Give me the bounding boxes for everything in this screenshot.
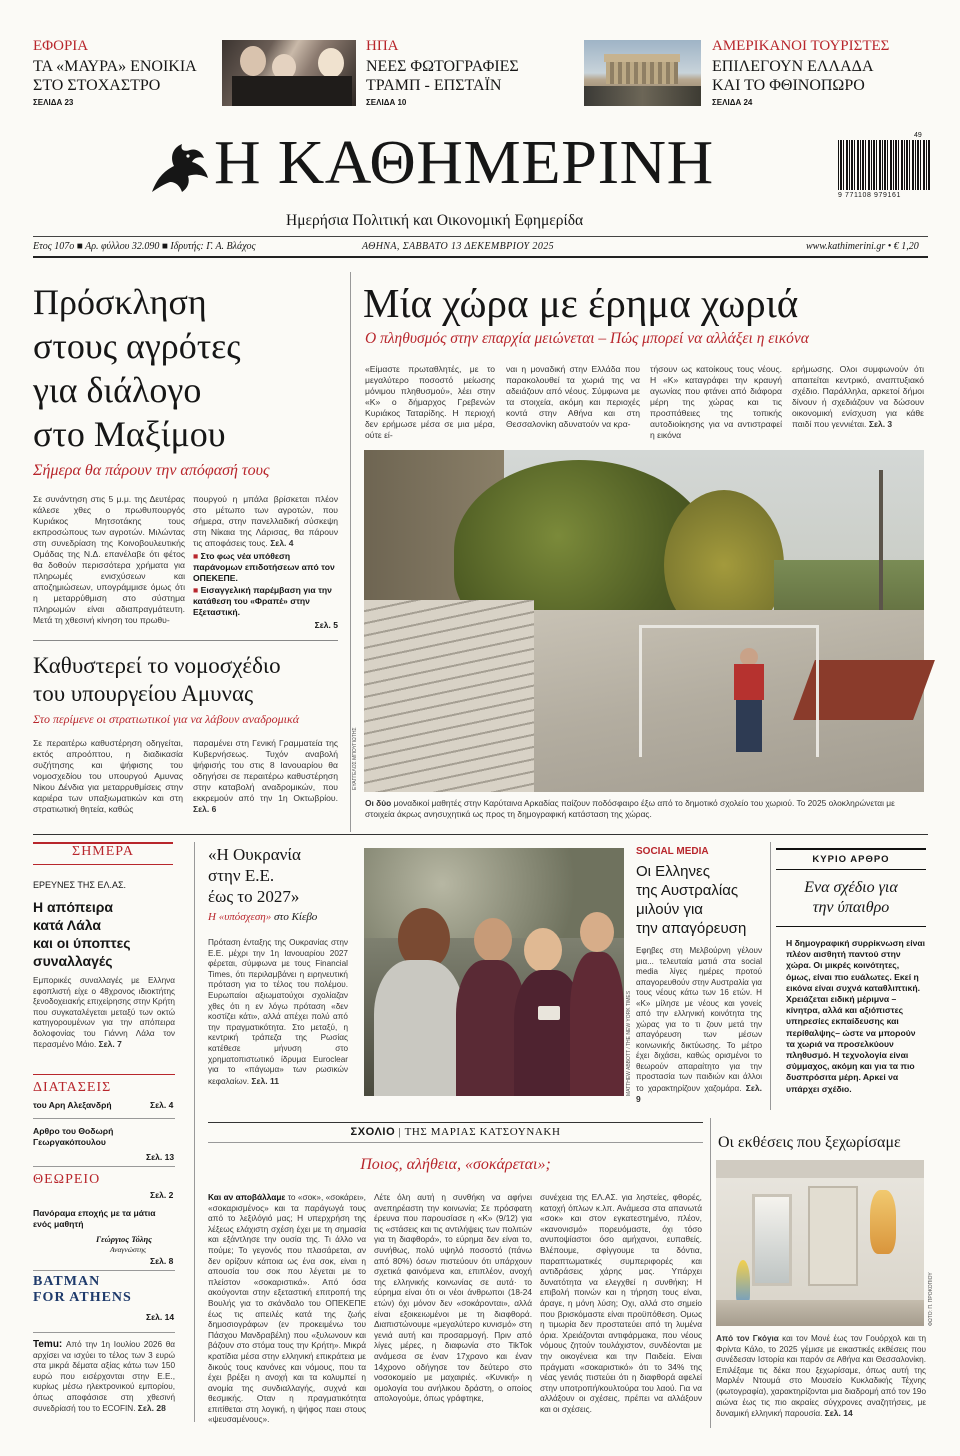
comment-lead: Και αν αποβάλλαμε <box>208 1192 286 1202</box>
teaser-tourists[interactable] <box>712 38 932 107</box>
social-ref[interactable]: Σελ. 9 <box>636 1082 762 1104</box>
batman-title: FOR ATHENS <box>33 1290 132 1305</box>
defense-subhead: Στο περίμενε οι στρατιωτικοί για να λάβουν αναδρομικά <box>33 712 300 726</box>
teaser-headline: ΚΑΙ ΤΟ ΦΘΙΝΟΠΩΡΟ <box>712 77 865 94</box>
villages-col-2: ναι η μοναδική στην Ελλάδα που παρακολουθεί τα χωριά της να αδειάζουν από νέους. Σύμφωνα με τα στοιχεία, ακόμη και περιοχές κοντά στην Αθήνα και στη Θεσσαλονίκη αδυνατούν να κρα- <box>506 364 640 429</box>
today-body: Εμπορικές συναλλαγές με Ελληνα εφοπλιστή είχε ο 48χρονος ιδιοκτήτης ξενοδοχειακής επιχείρησης στην Κρήτη που συγκαταλέγεται μεταξύ των οκτώ κατηγορουμένων για την απόπειρα δολοφονίας του Γιάννη Λάλα τον περασμένο Μάιο. <box>33 976 175 1049</box>
comment-col-2: Λέτε όλη αυτή η συνθήκη να αφήνει ανεπηρέαστη την κοινωνία; Σε πρόσφατη έρευνα που παρουσίασε η «Κ» (9/12) για τις «στάσεις και τις αντιλήψεις των πολιτών για τη διαφθορά», το εύρημα δεν είναι το, συνήθως, πολύ υψηλό ποσοστό (πάνω από 80%) όσων πιστεύουν ότι υπάρχουν σχετικά φαινόμενα και, επιπλέον, ανοχή της ελληνικής κοινωνίας σε αυτά· το εύρημα είναι ότι οι νέοι άνθρωποι (18-24 ετών) όχι μόνον δεν «σοκάρονται», αλλά είναι εξοικειωμένοι με τη διαφθορά. Διαπιστώνουμε «μεγαλύτερο κυνισμό» στη γενιά αυτή και προσαρμογή. Πριν από λίγες μέρες, η διαφωνία στο TikTok ανάμεσα σε έναν 17χρονο και έναν 14χρονο οδήγησε τον δεύτερο στο νοσοκομείο με μαχαιριές. «Κυνική» η ομολογία του ανήλικου δράστη, ο οποίος απολογούμε, όπως γράφτηκε, <box>374 1192 532 1404</box>
today-article[interactable] <box>33 898 173 970</box>
exhibitions-ref[interactable]: Σελ. 14 <box>824 1408 853 1419</box>
teaser-category: ΑΜΕΡΙΚΑΝΟΙ ΤΟΥΡΙΣΤΕΣ <box>712 38 890 54</box>
teaser-page: ΣΕΛΙΔΑ 24 <box>712 98 753 107</box>
social-article[interactable] <box>636 862 762 938</box>
villages-caption <box>365 798 925 820</box>
editorial-headline: Ενα σχέδιο για <box>804 879 898 896</box>
ukraine-headline: έως το 2027» <box>208 887 300 906</box>
ukraine-body: Πρόταση ένταξης της Ουκρανίας στην Ε.Ε. μέχρι την 1η Ιανουαρίου 2027 φέρεται, σύμφωνα με τους Financial Times, ότι περιλαμβάνει η ειρηνευτική πρόταση για το τέλος του πολέμου. Ευρωπαίοι αξιωματούχοι σχολίαζαν χθες ότι η εν λόγω πρόταση «δεν κοστίζει κάτι», αλλά απέχει πολύ από την πραγματικότητα. Στο μεταξύ, η κεντρική τράπεζα της Ρωσίας κατέθεσε μήνυση στο χρηματοπιστωτικό ίδρυμα Euroclear για το «πάγωμα» των ρωσικών κεφαλαίων. <box>208 938 348 1086</box>
comment-header: ΣΧΟΛΙΟ | ΤΗΣ ΜΑΡΙΑΣ ΚΑΤΣΟΥΝΑΚΗ <box>350 1126 561 1138</box>
villages-caption-lead: Οι δύο <box>365 798 392 808</box>
exhibition-photo[interactable] <box>716 1160 924 1326</box>
farmers-body-left: Σε συνάντηση στις 5 μ.μ. της Δευτέρας κάλεσε χθες ο πρωθυπουργός Κυριάκος Μητσοτάκης τους εκπροσώπους των αγροτών. Μιλώντας στη συνεδρίαση της Κοινοβουλευτικής Ομάδας της Ν.Δ. επανέλαβε ότι φέτος θα δοθούν περισσότερα χρήματα για πληρωμές ενισχύσεων και αποζημιώσεων, υπογράμμισε όμως ότι η μεταρρύθμιση στο σύστημα πληρωμών είναι αδιαπραγμάτευτη. Μετά τη χθεσινή κίνηση του πρωθυ- <box>33 494 185 625</box>
teaser-category: ΕΦΟΡΙΑ <box>33 38 89 54</box>
defense-headline: του υπουργείου Αμυνας <box>33 681 254 706</box>
temu-body: Από την 1η Ιουλίου 2026 θα αρχίσει να ισχύει το τέλος των 3 ευρώ στα μικρά δέματα αξίας κάτω των 150 ευρώ που εισέρχονται στην Ε.Ε., κυρίως μέσω ηλεκτρονικού εμπορίου, όπως αποφάσισε στη χθεσινή συνεδρίασή του το ECOFIN. <box>33 1340 176 1413</box>
teaser-photo-acropolis[interactable] <box>584 40 701 106</box>
section-diataseis[interactable]: ΔΙΑΤΑΣΕΙΣ <box>33 1080 112 1095</box>
villages-col-4: ερήμωσης. Ολοι συμφωνούν ότι απαιτείται κεντρικό, αναπτυξιακό σχέδιο. Παράλληλα, αρκετοί δήμοι δίνουν ή σχεδιάζουν να δώσουν οικονομική ενίσχυση για κάθε παιδί που γεννιέται. <box>792 364 924 429</box>
teaser-tax[interactable] <box>33 38 213 107</box>
social-body: Εφηβες στη Μελβούρνη γέλουν μια... τελευταία ματιά στα social media λίγες ημέρες προτού απαγορευθούν στην Αυστραλία για τους νέους κάτω των 16 ετών. Η «Κ» μίλησε με νέους και γονείς από την ελληνική κοινότητα της χώρας για το τι ζουν μετά την απαγόρευση των μέσων κοινωνικής δικτύωσης. Το μέτρο έχει διχάσει, καθώς ορισμένοι το θεωρούν απαραίτητο για την προστασία των παιδιών και άλλοι το χαρακτηρίζουν χαζομάρα. <box>636 946 762 1093</box>
today-headline: συναλλαγές <box>33 953 113 969</box>
editorial-label: ΚΥΡΙΟ ΑΡΘΡΟ <box>776 850 926 870</box>
editorial-headline: την ύπαιθρο <box>812 899 890 916</box>
masthead-subtitle: Ημερήσια Πολιτική και Οικονομική Εφημερίδα <box>286 212 584 229</box>
griffin-logo-icon <box>144 136 212 200</box>
farmers-article[interactable] <box>33 280 338 456</box>
farmers-subhead: Σήμερα θα πάρουν την απόφασή τους <box>33 462 270 479</box>
comment-col-1: το «σοκ», «σοκάρει», «σοκαρισμένος» και τα παράγωγά τους από το λεξιλόγιό μας; Η υπερχρήση της λέξεως ελάχιστη σχέση έχει με τη σημασία και εξάντλησε την ουσία της. Τι άλλο να πούμε; Το γεγονός που πλασάρεται, αν δεν ορίζουν κάποια ως ένα σοκ, είναι η απουσία του σοκ που λέγεται με το πλείστον «σοκαριστικά». Από όσα ακούγονται στην εξεταστική επιτροπή της Βουλής για το σκάνδαλο του ΟΠΕΚΕΠΕ έως τις απειλές κατά της ζωής δημοσιογράφων (εν προκειμένω του Πάσχου Μανδραβέλη) που «ξυλωνουν και βάζουν στο στόμα τους την Κρήτη». Μικρά κρατίδια μέσα στην ελληνική επικράτεια με δικούς τους κανόνες και νόμους, που τα έχει βρέξει η ανοχή και τα κολυμπεί η ανομία της συνδιαλλαγής, συχνά και θεσμικής. Οταν η πραγματικότητα επιτίθεται στη λογική, η ψήφος παει στους «ψευσαμένους». <box>208 1192 366 1425</box>
ukraine-subhead-place: στο Κίεβο <box>273 911 318 923</box>
teaser-headline: ΕΠΙΛΕΓΟΥΝ ΕΛΛΑΔΑ <box>712 58 874 75</box>
defense-article[interactable] <box>33 652 338 727</box>
editorial-body: Η δημογραφική συρρίκνωση είναι πλέον αισθητή παντού στην χώρα. Οι μικρές κοινότητες, όμως, είναι πιο ευάλωτες. Εκεί η εικόνα είναι συχνά καταθλιπτική. Χρειάζεται ειδική μέριμνα –κίνητρα, αλλά και αξιόπιστες υπηρεσίες εκπαίδευσης και περίθαλψης– ώστε να μπορούν τα χωριά να προσελκύουν πληθυσμό. Η τεχνολογία είναι σύμμαχος, ακόμη και για τα πιο δυσπρόσιτα μέρη. Αρκεί να υπάρχει σχέδιο. <box>786 938 926 1094</box>
farmers-bullet: Στο φως νέα υπόθεση παράνομων επιδοτήσεων από τον ΟΠΕΚΕΠΕ. <box>193 551 335 583</box>
villages-photo-credit: ΕΥΑΓΓΕΛΟΣ ΜΠΟΥΓΙΩΤΗΣ <box>352 727 358 790</box>
teaser-photo-trump[interactable] <box>222 40 356 106</box>
article-georgakopoulos[interactable]: Αρθρο του Θοδωρή Γεωργακόπουλου <box>33 1126 114 1147</box>
farmers-bullet: Εισαγγελική παρέμβαση για την κατάθεση του «Φραπέ» στην Εξεταστική. <box>193 585 332 617</box>
barcode-number: 9 771108 979161 <box>838 192 901 199</box>
teaser-usa[interactable] <box>366 38 546 107</box>
farmers-right-col: πουργού η μπάλα βρίσκεται πλέον στο μέτωπο των αγροτών, που σήμερα, στην πανελλαδική σύσκεψη στη Νίκαια της Λάρισας, θα πάρουν τις αποφάσεις τους. Σελ. 4 ■ Στο φως νέα υπόθεση παράνομων επιδοτήσεων από τον ΟΠΕΚΕΠΕ. ■ Εισαγγελική παρέμβαση για την κατάθεση του «Φραπέ» στην Εξεταστική. Σελ. 5 <box>193 494 338 630</box>
website-price: www.kathimerini.gr • € 1,20 <box>806 241 919 252</box>
exhibitions-caption: και τον Μονέ έως τον Γουόρχολ και τη Φρίντα Κάλο, το 2025 γέμισε με εικαστικές εκθέσεις που συνέδεσαν Ιστορία και παρόν σε Αθήνα και Θεσσαλονίκη. Επιλέξαμε τις δέκα που ξεχωρίσαμε, όπως αυτή της Μαρλέν Ντουμά στο Μουσείο Κυκλαδικής Τέχνης (φωτογραφία), χαρακτηρίζονται μια διαδρομή από τον 19ο αιώνα έως τις πιο ακραίες σύγχρονες αναζητήσεις, με δυναμική ελληνική παρουσία. <box>716 1334 926 1419</box>
teaser-category: ΗΠΑ <box>366 38 399 54</box>
farmers-headline: για διάλογο <box>33 370 202 410</box>
teaser-headline: ΤΡΑΜΠ - ΕΠΣΤΑΪΝ <box>366 77 502 94</box>
batman-title: BATMAN <box>33 1274 101 1289</box>
farmers-ref-4[interactable]: Σελ. 4 <box>270 538 294 548</box>
social-headline: της Αυστραλίας <box>636 882 739 899</box>
diataseis-ref[interactable]: Σελ. 4 <box>150 1100 174 1110</box>
teaser-headline: ΤΑ «ΜΑΥΡΑ» ΕΝΟΙΚΙΑ <box>33 58 197 75</box>
social-headline: Οι Ελληνες <box>636 863 710 880</box>
teaser-headline: ΝΕΕΣ ΦΩΤΟΓΡΑΦΙΕΣ <box>366 58 519 75</box>
barcode <box>838 140 930 190</box>
barcode-issue: 49 <box>914 132 922 139</box>
farmers-body-right: πουργού η μπάλα βρίσκεται πλέον στο μέτωπο των αγροτών, που σήμερα, στην πανελλαδική σύσκεψη στη Νίκαια της Λάρισας, θα πάρουν τις αποφάσεις τους. <box>193 494 338 548</box>
reader-role: Αναγνώστης <box>110 1245 147 1254</box>
panorama-title[interactable]: Πανόραμα εποχής με τα μάτια ενός μαθητή <box>33 1208 156 1229</box>
ukraine-headline: στην Ε.Ε. <box>208 866 275 885</box>
teens-photo[interactable] <box>364 848 624 1096</box>
social-headline: την απαγόρευση <box>636 920 747 937</box>
farmers-headline: Πρόσκληση <box>33 282 207 322</box>
ukraine-article[interactable] <box>208 844 348 923</box>
social-kicker: SOCIAL MEDIA <box>636 846 709 857</box>
exhibitions-caption-lead: Από τον Γκόγια <box>716 1334 779 1343</box>
teaser-page: ΣΕΛΙΔΑ 10 <box>366 98 407 107</box>
teaser-page: ΣΕΛΙΔΑ 23 <box>33 98 74 107</box>
issue-info: Ετος 107ο ■ Αρ. φύλλου 32.090 ■ Ιδρυτής: Γ. Α. Βλάχος <box>33 241 256 252</box>
teaser-headline: ΣΤΟ ΣΤΟΧΑΣΤΡΟ <box>33 77 161 94</box>
defense-headline: Καθυστερεί το νομοσχέδιο <box>33 653 281 678</box>
temu-ref[interactable]: Σελ. 28 <box>137 1403 166 1413</box>
theoreio-ref[interactable]: Σελ. 2 <box>150 1190 174 1200</box>
comment-col-3: συνέχεια της ΕΛ.ΑΣ. για ληστείες, φθορές, κατοχή όπλων κ.λπ. Ανάμεσα στα απανωτά «σοκ» και στον εγκατεστημένο, πλέον, «κανονισμό» πορευόμαστε, όχι τόσο ανυποψίαστοι όσο αμήχανοι, ευπαθείς. Βλέπουμε, σφίγγουμε τα δόντια, παραπτωματικές συμπεριφορές και αντιδράσεις χάρης μας. Υπάρχει δυνατότητα να ελεγχθεί η συνθήκη; Η επιβολή ποινών και η τήρηση τους είναι, άραγε, η μόνη λύση; Οχι, αλλά στο σημείο που βρισκόμαστε είναι προϋπόθεση. Ομως η τιμωρία δεν προστατεύει από τη λυμένα όρια. Χρειάζονται αντιφάρμακα, που νέους νόμους ζητούν τουλάχιστον, συνδέονται με την οικογένεια και την Παιδεία. Είναι πράγματι «σοκαριστικό» ότι το 34% της νέας γενιάς πιστεύει ότι η διαφθορά αφελεί στην υποτροπή/κουλτούρα του λαού. Για να αλλάξουν οι σχέσεις, πρέπει να αλλάξουν και οι σχέσεις. <box>540 1192 702 1414</box>
date-line: ΑΘΗΝΑ, ΣΑΒΒΑΤΟ 13 ΔΕΚΕΜΒΡΙΟΥ 2025 <box>362 241 555 252</box>
comment-label: ΣΧΟΛΙΟ <box>350 1126 396 1138</box>
diataseis-author: του Αρη Αλεξανδρή <box>33 1100 112 1110</box>
villages-col-3: τήσουν ως κατοίκους τους νέους. Η «Κ» καταγράφει την κραυγή αγωνίας που φτάνει από διάφορα μέρη της χώρας και τις προσπάθειες της τοπικής αυτοδιοίκησης για να αντιστραφεί η εικόνα <box>650 364 782 440</box>
social-headline: μιλούν για <box>636 901 703 918</box>
today-box <box>33 842 173 860</box>
today-ref[interactable]: Σελ. 7 <box>98 1039 122 1049</box>
ukraine-ref[interactable]: Σελ. 11 <box>251 1075 279 1086</box>
today-title: ΣΗΜΕΡΑ <box>72 844 134 859</box>
villages-col-1: «Είμαστε πρωταθλητές, με το μεγαλύτερο ποσοστό μείωσης μόνιμου πληθυσμού», λέει στην «Κ» ο δήμαρχος Γρεβενών Κυριάκος Ταταρίδης. Η περιοχή δεν ερήμωσε μέσα σε μια μέρα, ούτε εί- <box>365 364 495 440</box>
exhibitions-headline[interactable]: Οι εκθέσεις που ξεχωρίσαμε <box>718 1134 901 1151</box>
editorial-box[interactable] <box>776 848 926 927</box>
today-headline: κατά Λάλα <box>33 917 101 933</box>
today-headline: και οι ύποπτες <box>33 935 131 951</box>
teens-photo-credit: MATTHEW ABBOTT / THE NEW YORK TIMES <box>626 990 632 1096</box>
panorama-ref[interactable]: Σελ. 8 <box>150 1256 174 1266</box>
villages-headline[interactable]: Μία χώρα με έρημα χωριά <box>363 280 799 326</box>
comment-headline[interactable]: Ποιος, αλήθεια, «σοκάρεται»; <box>360 1156 551 1173</box>
ukraine-subhead: Η «υπόσχεση» <box>208 911 272 923</box>
temu-lead: Temu: <box>33 1339 63 1350</box>
ukraine-headline: «Η Ουκρανία <box>208 845 301 864</box>
farmers-ref-5[interactable]: Σελ. 5 <box>314 620 338 630</box>
villages-subhead: Ο πληθυσμός στην επαρχία μειώνεται – Πώς μπορεί να αλλάξει η εικόνα <box>365 330 809 347</box>
defense-body-left: Σε περαιτέρω καθυστέρηση οδηγείται, εκτός απροόπτου, η διαδικασία συζήτησης και ψήφισης του νομοσχεδίου του υπουργού Αμυνας Νίκου Δένδια για μεταρρυθμίσεις στην καριέρα των υπαξιωματικών και στη στρατιωτική θητεία, καθώς <box>33 738 183 814</box>
farmers-headline: στους αγρότες <box>33 326 241 366</box>
villages-caption-text: μοναδικοί μαθητές στην Καρύταινα Αρκαδίας παίζουν ποδόσφαιρο έξω από το δημοτικό σχολείο του χωριού. Το 2025 ολοκληρώνεται με στοιχεία άκρως ανησυχητικά ως προς τη δημογραφική κατάσταση της χώρας. <box>365 798 895 819</box>
villages-ref[interactable]: Σελ. 3 <box>868 419 893 429</box>
comment-author: ΤΗΣ ΜΑΡΙΑΣ ΚΑΤΣΟΥΝΑΚΗ <box>404 1126 561 1138</box>
masthead-title: Η ΚΑΘΗΜΕΡΙΝΗ <box>214 129 714 197</box>
batman-ref[interactable]: Σελ. 14 <box>146 1312 175 1322</box>
today-kicker: ΕΡΕΥΝΕΣ ΤΗΣ ΕΛ.ΑΣ. <box>33 880 127 890</box>
today-headline: Η απόπειρα <box>33 899 114 915</box>
georgakopoulos-ref[interactable]: Σελ. 13 <box>146 1152 175 1162</box>
defense-body-right: παραμένει στη Γενική Γραμματεία της Κυβερνήσεως. Τυχόν αναβολή ψήφισής του στις 8 Ιανουαρίου θα οδηγήσει σε περαιτέρω καθυστέρηση στην καταβολή αναδρομικών, που εκκρεμούν από την 1η Οκτωβρίου. <box>193 738 338 803</box>
defense-ref[interactable]: Σελ. 6 <box>193 804 217 814</box>
batman-article[interactable] <box>33 1274 132 1306</box>
farmers-headline: στο Μαξίμου <box>33 414 226 454</box>
section-theoreio[interactable]: ΘΕΩΡΕΙΟ <box>33 1172 101 1187</box>
villages-photo[interactable] <box>364 450 924 792</box>
exhibition-photo-credit: ΦΩΤΟ: Π. ΠΡΟΚΟΠΙΟΥ <box>928 1272 934 1326</box>
reader-author: Γεώργιος Τόλης <box>96 1234 152 1244</box>
